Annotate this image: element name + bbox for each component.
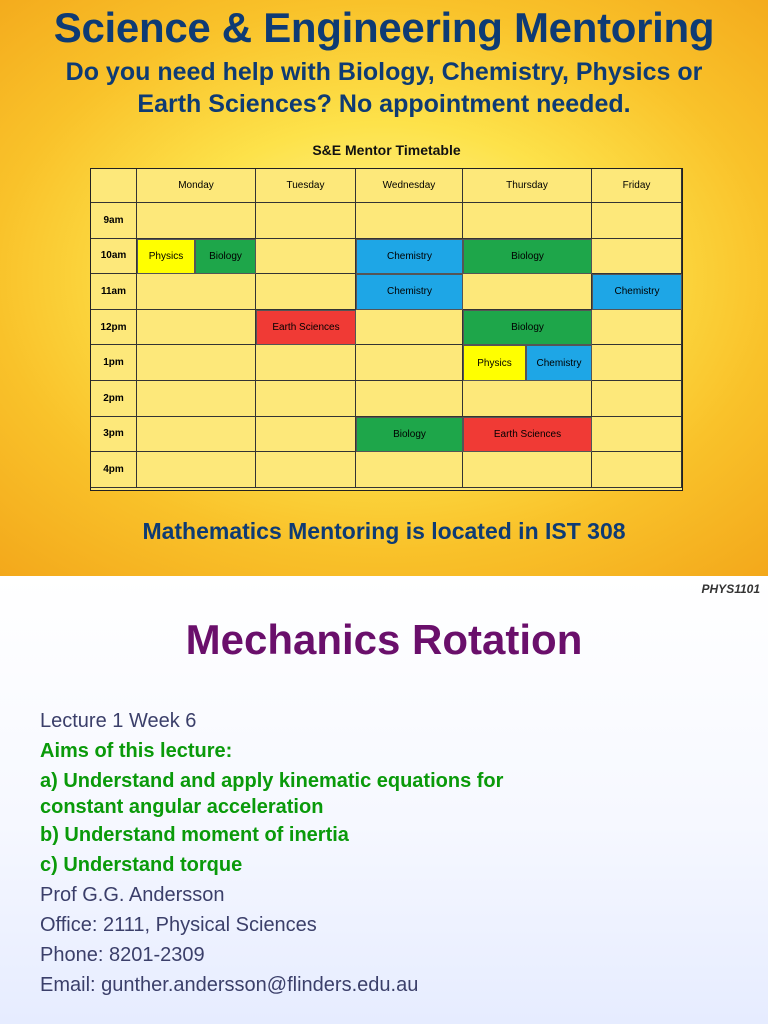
course-code: PHYS1101 — [701, 582, 760, 596]
day-header: Monday — [137, 169, 256, 203]
timetable-cell — [463, 203, 592, 239]
timetable-cell — [356, 381, 463, 417]
slide-title: Science & Engineering Mentoring — [53, 4, 715, 51]
timetable-cell — [256, 452, 356, 488]
timetable-title: S&E Mentor Timetable — [312, 142, 461, 158]
timetable-cell — [463, 381, 592, 417]
timetable-cell — [356, 203, 463, 239]
math-mentoring-note: Mathematics Mentoring is located in IST 308 — [142, 518, 626, 544]
session-cell: Physics — [463, 345, 526, 381]
timetable-cell — [256, 345, 356, 381]
lecture-number: Lecture 1 Week 6 — [40, 710, 197, 732]
timetable-cell — [592, 452, 682, 488]
session-cell: Chemistry — [356, 274, 463, 310]
timetable-cell — [137, 452, 256, 488]
timetable-corner — [91, 169, 137, 203]
timetable-cell — [592, 381, 682, 417]
time-label: 11am — [91, 274, 137, 310]
time-label: 4pm — [91, 452, 137, 488]
time-label: 12pm — [91, 310, 137, 346]
timetable-cell — [592, 310, 682, 346]
timetable-cell — [592, 345, 682, 381]
timetable-cell — [256, 381, 356, 417]
lecture-slide — [0, 576, 768, 1024]
aim-item: c) Understand torque — [40, 854, 243, 876]
session-cell: Biology — [463, 239, 592, 275]
phone-info: Phone: 8201-2309 — [40, 944, 205, 966]
timetable-cell — [356, 452, 463, 488]
slide-subtitle-line-2: Earth Sciences? No appointment needed. — [137, 90, 631, 118]
timetable-cell — [256, 203, 356, 239]
lecturer-name: Prof G.G. Andersson — [40, 884, 225, 906]
session-cell: Chemistry — [356, 239, 463, 275]
time-label: 3pm — [91, 417, 137, 453]
lecture-details — [40, 706, 740, 1000]
day-header: Wednesday — [356, 169, 463, 203]
session-cell: Chemistry — [526, 345, 592, 381]
timetable-cell — [463, 274, 592, 310]
session-cell: Chemistry — [592, 274, 682, 310]
time-label: 1pm — [91, 345, 137, 381]
aims-heading: Aims of this lecture: — [40, 740, 233, 762]
timetable-cell — [137, 274, 256, 310]
timetable-cell — [592, 239, 682, 275]
timetable — [90, 168, 683, 491]
email-info: Email: gunther.andersson@flinders.edu.au — [40, 974, 419, 996]
timetable-cell — [463, 452, 592, 488]
timetable-cell — [137, 417, 256, 453]
session-cell: Biology — [195, 239, 256, 275]
time-label: 9am — [91, 203, 137, 239]
time-label: 10am — [91, 239, 137, 275]
timetable-cell — [592, 203, 682, 239]
day-header: Friday — [592, 169, 682, 203]
timetable-cell — [137, 203, 256, 239]
time-label: 2pm — [91, 381, 137, 417]
timetable-cell — [592, 417, 682, 453]
aim-item: b) Understand moment of inertia — [40, 824, 349, 846]
timetable-cell — [137, 310, 256, 346]
session-cell: Biology — [463, 310, 592, 346]
day-header: Tuesday — [256, 169, 356, 203]
timetable-cell — [256, 239, 356, 275]
session-cell: Biology — [356, 417, 463, 453]
session-cell: Physics — [137, 239, 195, 275]
timetable-cell — [137, 345, 256, 381]
timetable-cell — [356, 310, 463, 346]
day-header: Thursday — [463, 169, 592, 203]
session-cell: Earth Sciences — [463, 417, 592, 453]
lecture-title: Mechanics Rotation — [185, 616, 583, 663]
timetable-cell — [137, 381, 256, 417]
session-cell: Earth Sciences — [256, 310, 356, 346]
slide-subtitle-line-1: Do you need help with Biology, Chemistry, Physics or — [65, 58, 703, 86]
aim-item: constant angular acceleration — [40, 796, 324, 818]
timetable-cell — [256, 417, 356, 453]
timetable-cell — [256, 274, 356, 310]
office-info: Office: 2111, Physical Sciences — [40, 914, 317, 936]
timetable-cell — [356, 345, 463, 381]
aim-item: a) Understand and apply kinematic equations for — [40, 770, 504, 792]
